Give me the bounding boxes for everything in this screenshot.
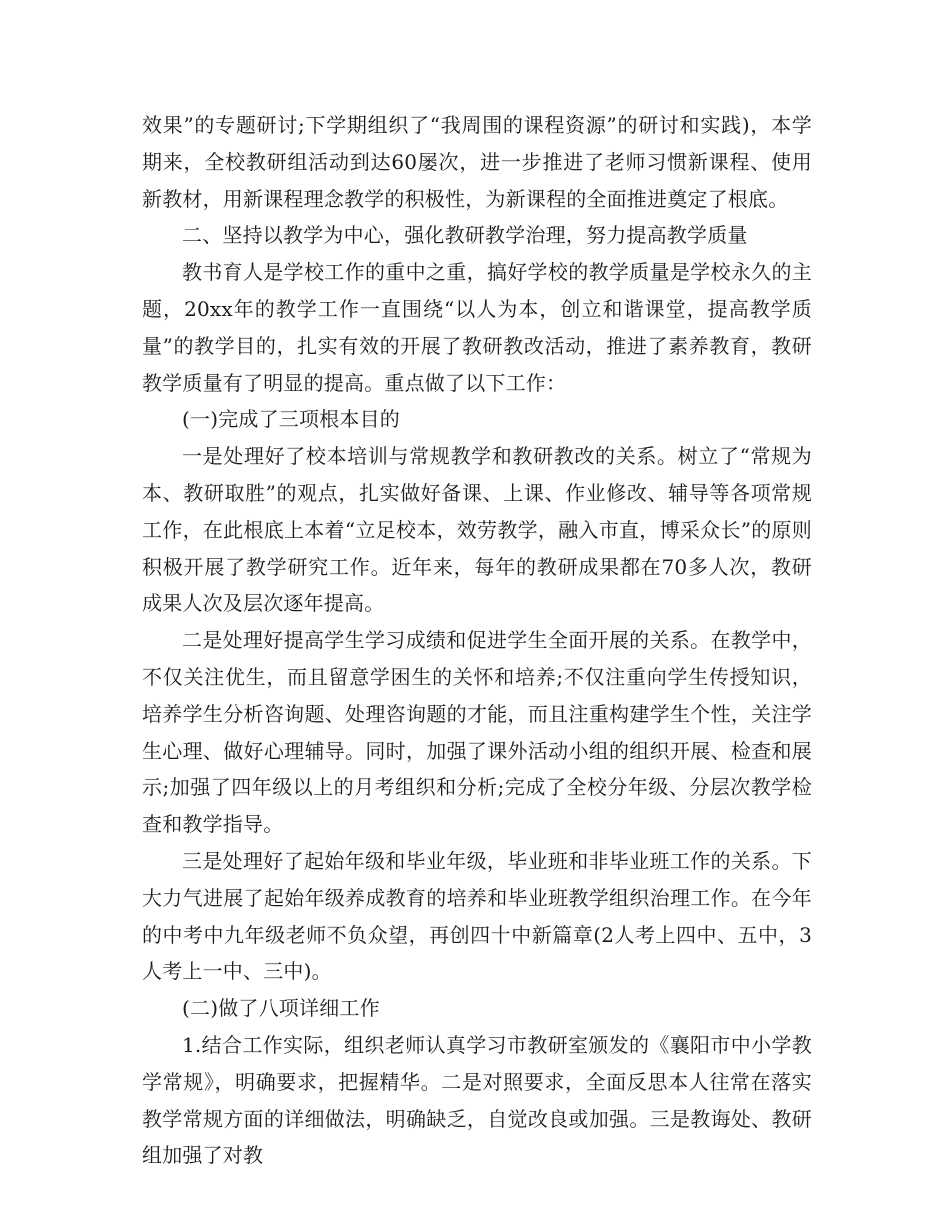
document-body bbox=[142, 107, 812, 1174]
paragraph-item-1: 一是处理好了校本培训与常规教学和教研教改的关系。树立了“常规为本、教研取胜”的观点，扎实做好备课、上课、作业修改、辅导等各项常规工作，在此根底上本着“立足校本，效劳教学，融入市直，博采众长”的原则积极开展了教学研究工作。近年来，每年的教研成果都在70多人次，教研成果人次及层次逐年提高。 bbox=[142, 444, 812, 616]
subsection-heading-1: (一)完成了三项根本目的 bbox=[182, 407, 401, 432]
paragraph-intro: 教书育人是学校工作的重中之重，搞好学校的教学质量是学校永久的主题，20xx年的教学工作一直围绕“以人为本，创立和谐课堂，提高教学质量”的教学目的，扎实有效的开展了教研教改活动，推进了素养教育，教研教学质量有了明显的提高。重点做了以下工作： bbox=[142, 260, 812, 395]
section-heading-2: 二、坚持以教学为中心，强化教研教学治理，努力提高教学质量 bbox=[182, 223, 748, 248]
paragraph-item-3: 三是处理好了起始年级和毕业年级，毕业班和非毕业班工作的关系。下大力气进展了起始年级养成教育的培养和毕业班教学组织治理工作。在今年的中考中九年级老师不负众望，再创四十中新篇章(2人考上四中、五中，3人考上一中、三中)。 bbox=[142, 848, 812, 984]
subsection-heading-2: (二)做了八项详细工作 bbox=[182, 996, 380, 1021]
paragraph-item-2: 二是处理好提高学生学习成绩和促进学生全面开展的关系。在教学中，不仅关注优生，而且留意学困生的关怀和培养;不仅注重向学生传授知识，培养学生分析咨询题、处理咨询题的才能，而且注重构建学生个性，关注学生心理、做好心理辅导。同时，加强了课外活动小组的组织开展、检查和展示;加强了四年级以上的月考组织和分析;完成了全校分年级、分层次教学检查和教学指导。 bbox=[142, 628, 812, 837]
paragraph-continuation: 效果”的专题研讨;下学期组织了“我周围的课程资源”的研讨和实践)，本学期来，全校教研组活动到达60屡次，进一步推进了老师习惯新课程、使用新教材，用新课程理念教学的积极性，为新课程的全面推进奠定了根底。 bbox=[142, 113, 812, 211]
paragraph-work-1: 1.结合工作实际，组织老师认真学习市教研室颁发的《襄阳市中小学教学常规》，明确要求，把握精华。二是对照要求，全面反思本人往常在落实教学常规方面的详细做法，明确缺乏，自觉改良或加强。三是教诲处、教研组加强了对教 bbox=[142, 1032, 812, 1168]
